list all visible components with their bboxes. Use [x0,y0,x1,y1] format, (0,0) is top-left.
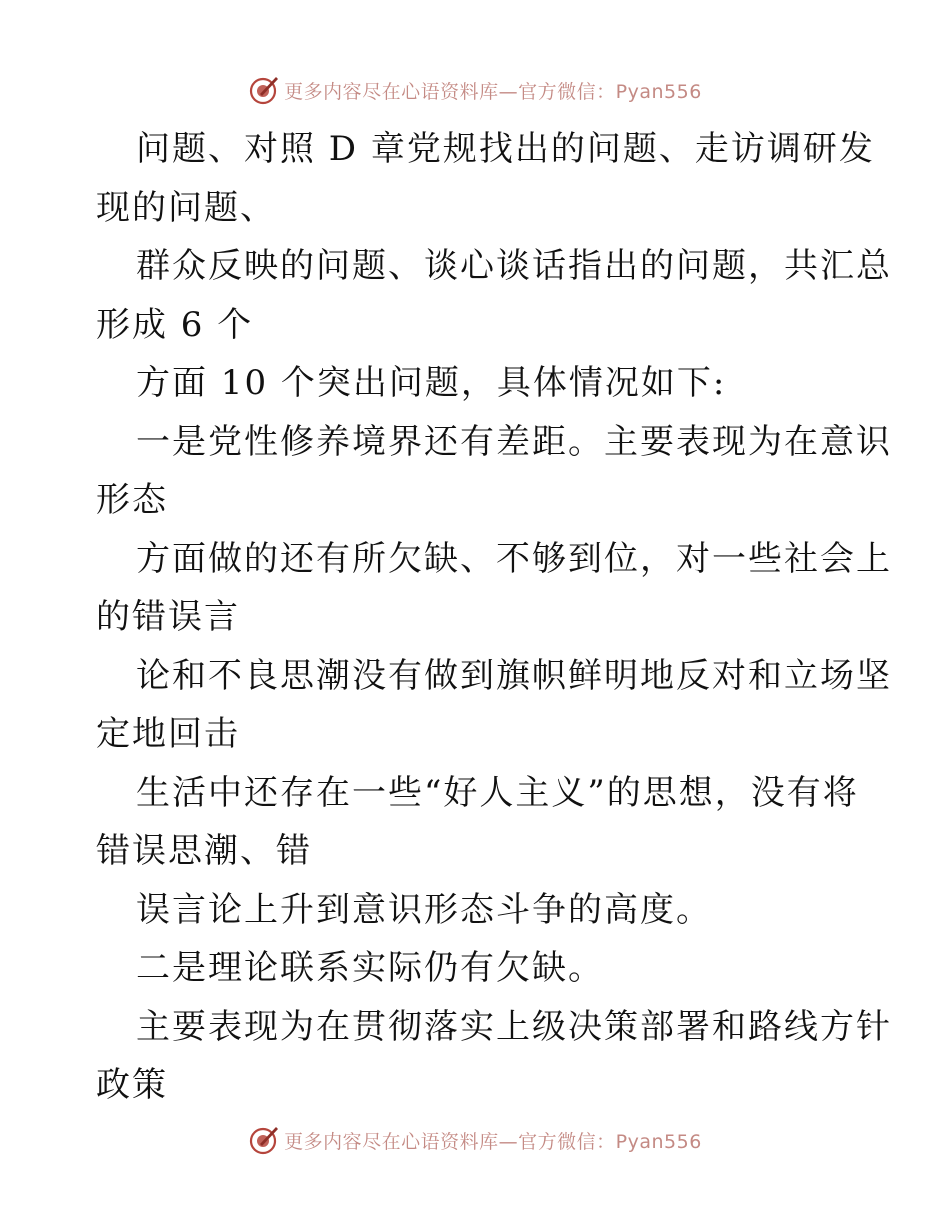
watermark-text: 更多内容尽在心语资料库—官方微信：Pyan556 [284,80,702,103]
quill-seal-icon [248,1124,280,1156]
text-line: 生活中还存在一些“好人主义”的思想，没有将 [136,772,859,813]
text-line: 形态 [96,480,168,520]
text-line: 误言论上升到意识形态斗争的高度。 [136,889,712,930]
text-line: 定地回击 [96,714,240,754]
text-line: 群众反映的问题、谈心谈话指出的问题，共汇总 [136,246,892,286]
text-line: 一是党性修养境界还有差距。主要表现为在意识 [136,421,892,462]
document-body [96,120,892,1115]
quill-seal-icon [248,74,280,106]
text-line: 二是理论联系实际仍有欠缺。 [136,948,604,988]
text-line: 论和不良思潮没有做到旗帜鲜明地反对和立场坚 [136,655,892,696]
footer-watermark [0,1120,950,1160]
text-line: 方面 10 个突出问题，具体情况如下: [136,363,727,403]
text-line: 的错误言 [96,597,240,637]
watermark-text: 更多内容尽在心语资料库—官方微信：Pyan556 [284,1130,702,1153]
text-line: 形成 6 个 [96,304,254,345]
text-line: 方面做的还有所欠缺、不够到位，对一些社会上 [136,538,892,579]
text-line: 政策 [96,1065,168,1105]
text-line: 问题、对照 D 章党规找出的问题、走访调研发 [136,129,875,169]
text-line: 错误思潮、错 [96,831,312,871]
text-line: 现的问题、 [96,187,276,228]
text-line: 主要表现为在贯彻落实上级决策部署和路线方针 [136,1006,892,1047]
header-watermark [0,70,950,110]
